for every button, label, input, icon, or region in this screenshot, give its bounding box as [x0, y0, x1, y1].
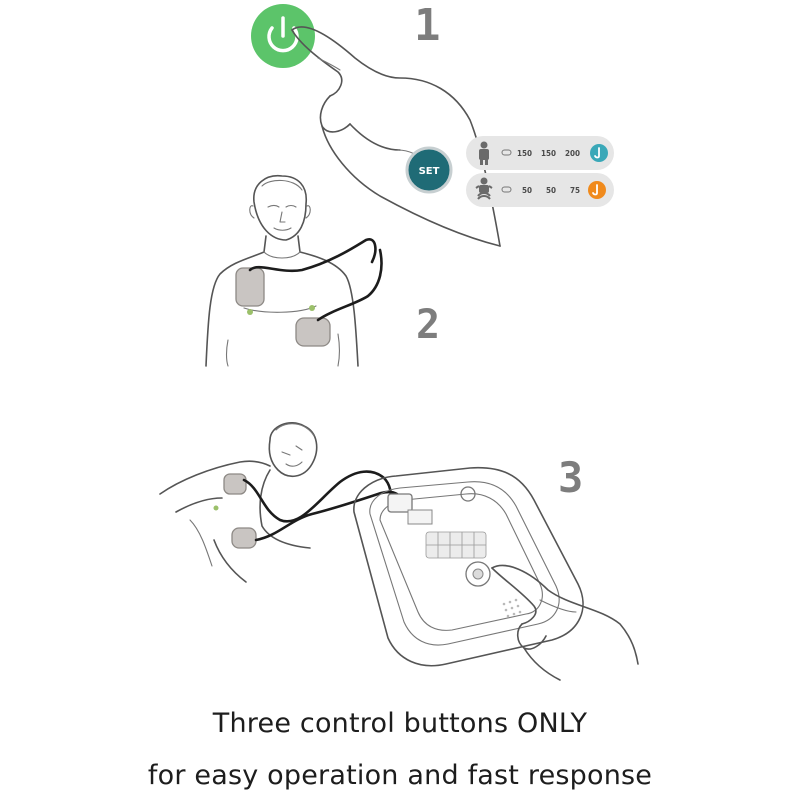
electrode-pad-side-reclining [232, 528, 256, 548]
child-joule-indicator [588, 181, 606, 199]
adult-value-3: 200 [565, 149, 581, 158]
electrode-pad-right-chest [236, 268, 264, 306]
aed-speaker-grille [503, 599, 522, 618]
child-value-1: 50 [522, 186, 533, 195]
adult-joule-indicator [590, 144, 608, 162]
electrode-pad-left-side [296, 318, 330, 346]
step-3-panel [160, 423, 638, 680]
child-value-2: 50 [546, 186, 557, 195]
energy-level-panel [466, 136, 614, 207]
set-button[interactable] [407, 148, 451, 192]
power-button[interactable] [251, 4, 315, 68]
adult-value-1: 150 [517, 149, 533, 158]
set-button-label: SET [418, 166, 440, 177]
hand-pressing-power [292, 27, 500, 246]
aed-device [354, 468, 583, 666]
electrode-pad-chest-reclining [224, 474, 246, 494]
aed-shock-button[interactable] [466, 562, 490, 586]
aed-instruction-grid [426, 532, 486, 558]
step-number-3: 3 [558, 453, 584, 502]
child-value-3: 75 [570, 186, 581, 195]
hand-pressing-aed [492, 565, 638, 680]
caption-line-1: Three control buttons ONLY [212, 708, 588, 739]
step-2-panel [206, 176, 440, 366]
patient-reclining [160, 423, 317, 582]
step-number-1: 1 [414, 0, 441, 51]
caption-line-2: for easy operation and fast response [147, 760, 653, 791]
step-number-2: 2 [416, 302, 441, 348]
adult-value-2: 150 [541, 149, 557, 158]
